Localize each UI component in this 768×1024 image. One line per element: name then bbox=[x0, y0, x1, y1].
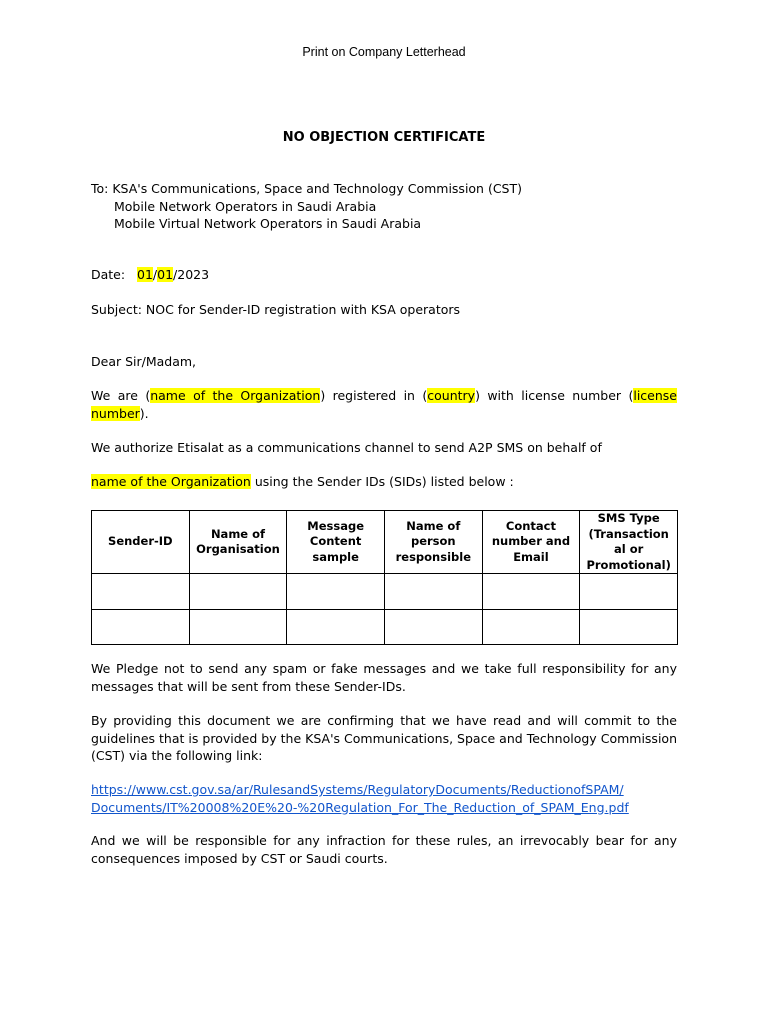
table-cell[interactable] bbox=[92, 609, 190, 645]
sids-text: using the Sender IDs (SIDs) listed below : bbox=[250, 474, 514, 489]
table-cell[interactable] bbox=[580, 609, 678, 645]
table-header-cell: Sender-ID bbox=[92, 511, 190, 574]
table-header-row bbox=[92, 511, 678, 574]
recipient-mno: Mobile Network Operators in Saudi Arabia bbox=[114, 198, 377, 214]
table-header-cell: Contact number and Email bbox=[482, 511, 580, 574]
org-name-placeholder: name of the Organization bbox=[150, 388, 321, 403]
registration-text: ). bbox=[139, 405, 149, 421]
pledge-paragraph: We Pledge not to send any spam or fake messages and we take full responsibility for any messages that will be sent from these Sender-IDs. bbox=[91, 661, 677, 694]
table-cell[interactable] bbox=[580, 574, 678, 610]
sids-paragraph bbox=[91, 473, 677, 491]
registration-text: ) with license number ( bbox=[475, 388, 634, 403]
table-cell[interactable] bbox=[287, 609, 385, 645]
country-placeholder: country bbox=[427, 388, 476, 403]
recipients-block bbox=[91, 180, 522, 233]
document-title: NO OBJECTION CERTIFICATE bbox=[282, 130, 486, 145]
date-label: Date: bbox=[91, 267, 126, 282]
table-cell[interactable] bbox=[482, 609, 580, 645]
link-line[interactable]: https://www.cst.gov.sa/ar/RulesandSystems/RegulatoryDocuments/ReductionofSPAM/ bbox=[91, 782, 624, 797]
table-cell[interactable] bbox=[287, 574, 385, 610]
table-cell[interactable] bbox=[92, 574, 190, 610]
subject-line: Subject: NOC for Sender-ID registration with KSA operators bbox=[91, 302, 461, 317]
table-row bbox=[92, 574, 678, 610]
table-cell[interactable] bbox=[384, 574, 482, 610]
registration-text: ) registered in ( bbox=[320, 388, 428, 403]
table-header-cell: Name of person responsible bbox=[384, 511, 482, 574]
salutation: Dear Sir/Madam, bbox=[91, 354, 197, 369]
letterhead-note: Print on Company Letterhead bbox=[302, 45, 466, 59]
license-placeholder: license number bbox=[91, 388, 677, 421]
table-header-cell: Message Content sample bbox=[287, 511, 385, 574]
recipient-mvno: Mobile Virtual Network Operators in Saudi Arabia bbox=[114, 216, 422, 231]
cst-regulation-link[interactable] bbox=[91, 781, 629, 816]
sender-id-table bbox=[91, 510, 678, 645]
responsibility-paragraph: And we will be responsible for any infraction for these rules, an irrevocably bear for any consequences imposed by CST or Saudi courts. bbox=[91, 833, 677, 866]
date-year: 2023 bbox=[177, 267, 210, 282]
date-month: 01 bbox=[157, 267, 174, 282]
org-name-placeholder: name of the Organization bbox=[91, 474, 251, 489]
table-cell[interactable] bbox=[482, 574, 580, 610]
registration-text: We are ( bbox=[91, 388, 151, 403]
table-header-cell: SMS Type (Transaction al or Promotional) bbox=[580, 511, 678, 574]
link-line[interactable]: Documents/IT%20008%20E%20-%20Regulation_For_The_Reduction_of_SPAM_Eng.pdf bbox=[91, 799, 629, 815]
table-cell[interactable] bbox=[189, 609, 287, 645]
registration-paragraph bbox=[91, 387, 677, 422]
date-line bbox=[91, 267, 209, 282]
confirm-paragraph: By providing this document we are confirming that we have read and will commit to the guidelines that is provided by the KSA's Communications, Space and Technology Commission (CST) via the following link: bbox=[91, 713, 677, 763]
recipient-cst: To: KSA's Communications, Space and Technology Commission (CST) bbox=[91, 181, 523, 196]
date-separator: / bbox=[173, 267, 178, 282]
table-row bbox=[92, 609, 678, 645]
table-header-cell: Name of Organisation bbox=[189, 511, 287, 574]
authorize-paragraph: We authorize Etisalat as a communications channel to send A2P SMS on behalf of bbox=[91, 440, 602, 455]
table-cell[interactable] bbox=[189, 574, 287, 610]
table-cell[interactable] bbox=[384, 609, 482, 645]
date-separator: / bbox=[152, 267, 158, 282]
date-day: 01 bbox=[137, 267, 153, 282]
